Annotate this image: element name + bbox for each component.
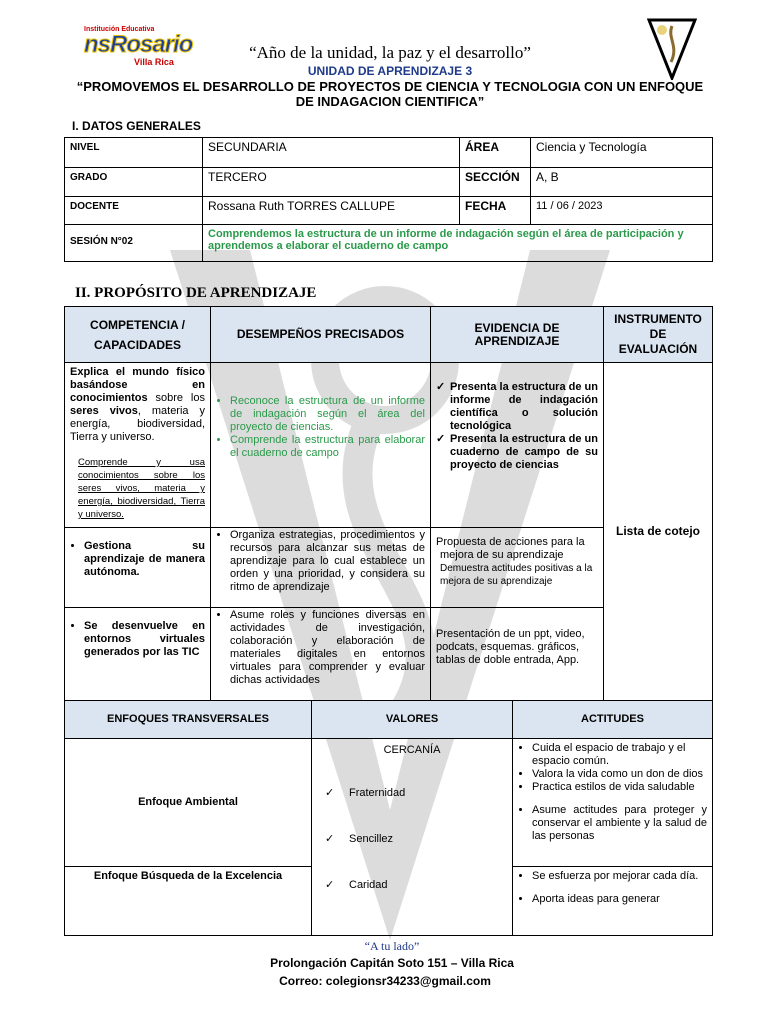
- valor-item: ✓ Sencillez: [339, 833, 507, 846]
- instrumento-cell: [603, 362, 713, 701]
- desempeno-item: • Comprende la estructura para elaborar el cuaderno de campo: [230, 434, 425, 460]
- competencia-1-text: sobre los: [147, 392, 205, 404]
- desempenos-2: [210, 527, 431, 608]
- seccion-label: SECCIÓN: [459, 167, 531, 197]
- docente-label: DOCENTE: [64, 196, 203, 225]
- logo-small-text: Institución Educativa: [84, 26, 155, 33]
- crest-icon: [647, 18, 697, 80]
- actitud-item: • Aporta ideas para generar: [532, 893, 707, 906]
- evidencia-2: [430, 527, 604, 608]
- evidencia-2a: Propuesta de acciones para la mejora de su aprendizaje: [436, 536, 585, 561]
- capacidad-1: Comprende y usa conocimientos sobre los seres vivos, materia y energía, biodiversidad, Tierra y universo.: [78, 457, 205, 520]
- grado-label: GRADO: [64, 167, 203, 197]
- header-enfoques: ENFOQUES TRANSVERSALES: [64, 700, 312, 739]
- sesion-label: SESIÓN N°02: [64, 224, 203, 262]
- area-value: Ciencia y Tecnología: [530, 137, 713, 168]
- actitud-item: • Se esfuerza por mejorar cada día.: [532, 870, 707, 883]
- header-instrumento: INSTRUMENTO DE EVALUACIÓN: [603, 306, 713, 363]
- competencia-3: [64, 607, 211, 701]
- competencia-1: [64, 362, 211, 528]
- enfoque-ambiental: [64, 738, 312, 867]
- footer-tagline: “A tu lado”: [364, 939, 420, 953]
- evidencia-item: ✓ Presenta la estructura de un informe de indagación científica o solución tecnológica: [450, 381, 598, 433]
- motto: “Año de la unidad, la paz y el desarrollo”: [249, 43, 531, 62]
- area-label: ÁREA: [459, 137, 531, 168]
- nivel-label: NIVEL: [64, 137, 203, 168]
- footer-email: Correo: colegionsr34233@gmail.com: [279, 974, 491, 988]
- grado-value: TERCERO: [202, 167, 460, 197]
- actitudes-2: [512, 866, 713, 936]
- competencia-3-text: • Se desenvuelve en entornos virtuales generados por las TIC: [84, 620, 205, 659]
- valores-cell: [311, 738, 513, 936]
- actitud-item: • Practica estilos de vida saludable: [532, 781, 707, 794]
- desempenos-1: [210, 362, 431, 528]
- section-datos-heading: I. DATOS GENERALES: [72, 119, 201, 133]
- header-actitudes: ACTITUDES: [512, 700, 713, 739]
- actitudes-1: [512, 738, 713, 867]
- enfoque-excelencia: [64, 866, 312, 936]
- actitud-item: • Cuida el espacio de trabajo y el espacio común.: [532, 742, 707, 768]
- seccion-value: A, B: [530, 167, 713, 197]
- section-proposito-heading: II. PROPÓSITO DE APRENDIZAJE: [75, 285, 317, 301]
- competencia-2: [64, 527, 211, 608]
- evidencia-1: [430, 362, 604, 528]
- competencia-2-text: • Gestiona su aprendizaje de manera autónoma.: [84, 540, 205, 579]
- footer-address: Prolongación Capitán Soto 151 – Villa Rica: [270, 956, 514, 970]
- valor-item: ✓ Fraternidad: [339, 787, 507, 800]
- actitud-item: • Asume actitudes para proteger y conservar el ambiente y la salud de las personas: [532, 804, 707, 843]
- fecha-value: 11 / 06 / 2023: [530, 196, 713, 225]
- valor-item: ✓ Caridad: [339, 879, 507, 892]
- evidencia-2b: Demuestra actitudes positivas a la mejora de su aprendizaje: [440, 563, 593, 587]
- docente-value: Rossana Ruth TORRES CALLUPE: [202, 196, 460, 225]
- desempeno-item: • Organiza estrategias, procedimientos y recursos para alcanzar sus metas de aprendizaje para lo cual establece un orden y una prioridad, y considera su ritmo de aprendizaje: [230, 529, 425, 594]
- header-valores: VALORES: [311, 700, 513, 739]
- header-desempenos: DESEMPEÑOS PRECISADOS: [210, 306, 431, 363]
- evidencia-3: Presentación de un ppt, video, podcats, esquemas. gráficos, tablas de doble entrada, App.: [430, 607, 604, 701]
- unit-name: “PROMOVEMOS EL DESARROLLO DE PROYECTOS DE CIENCIA Y TECNOLOGIA CON UN ENFOQUE DE INDAGACION CIENTIFICA”: [76, 79, 704, 109]
- logo-main-text: nsRosario: [84, 31, 193, 58]
- logo-sub-text: Villa Rica: [134, 57, 174, 67]
- sesion-value: Comprendemos la estructura de un informe de indagación según el área de participación y aprendemos a elaborar el cuaderno de campo: [202, 224, 713, 262]
- competencia-1-bold: Explica el mundo físico basándose en conocimientos: [70, 366, 205, 404]
- nivel-value: SECUNDARIA: [202, 137, 460, 168]
- desempeno-item: • Asume roles y funciones diversas en actividades de investigación, colaboración y elaboración de materiales digitales en entornos virtuales para comprender y evaluar dichas actividades: [230, 609, 425, 687]
- instrumento-value: Lista de cotejo: [615, 524, 701, 538]
- desempeno-item: • Reconoce la estructura de un informe de indagación según el área del proyecto de ciencias.: [230, 395, 425, 434]
- fecha-label: FECHA: [459, 196, 531, 225]
- school-logo: [84, 26, 192, 78]
- competencia-1-text2: , materia y energía, biodiversidad, Tierra y universo.: [70, 405, 205, 443]
- header-competencia: COMPETENCIA / CAPACIDADES: [64, 306, 211, 363]
- enfoque-ambiental-text: Enfoque Ambiental: [138, 796, 238, 808]
- unit-title: UNIDAD DE APRENDIZAJE 3: [307, 64, 473, 78]
- competencia-1-bold2: seres vivos: [70, 405, 138, 417]
- valores-title: CERCANÍA: [383, 744, 441, 756]
- desempenos-3: [210, 607, 431, 701]
- evidencia-item: ✓ Presenta la estructura de un cuaderno de campo de su proyecto de ciencias: [450, 433, 598, 472]
- actitud-item: • Valora la vida como un don de dios: [532, 768, 707, 781]
- enfoque-excelencia-text: Enfoque Búsqueda de la Excelencia: [93, 870, 283, 882]
- header-evidencia: EVIDENCIA DE APRENDIZAJE: [430, 306, 604, 363]
